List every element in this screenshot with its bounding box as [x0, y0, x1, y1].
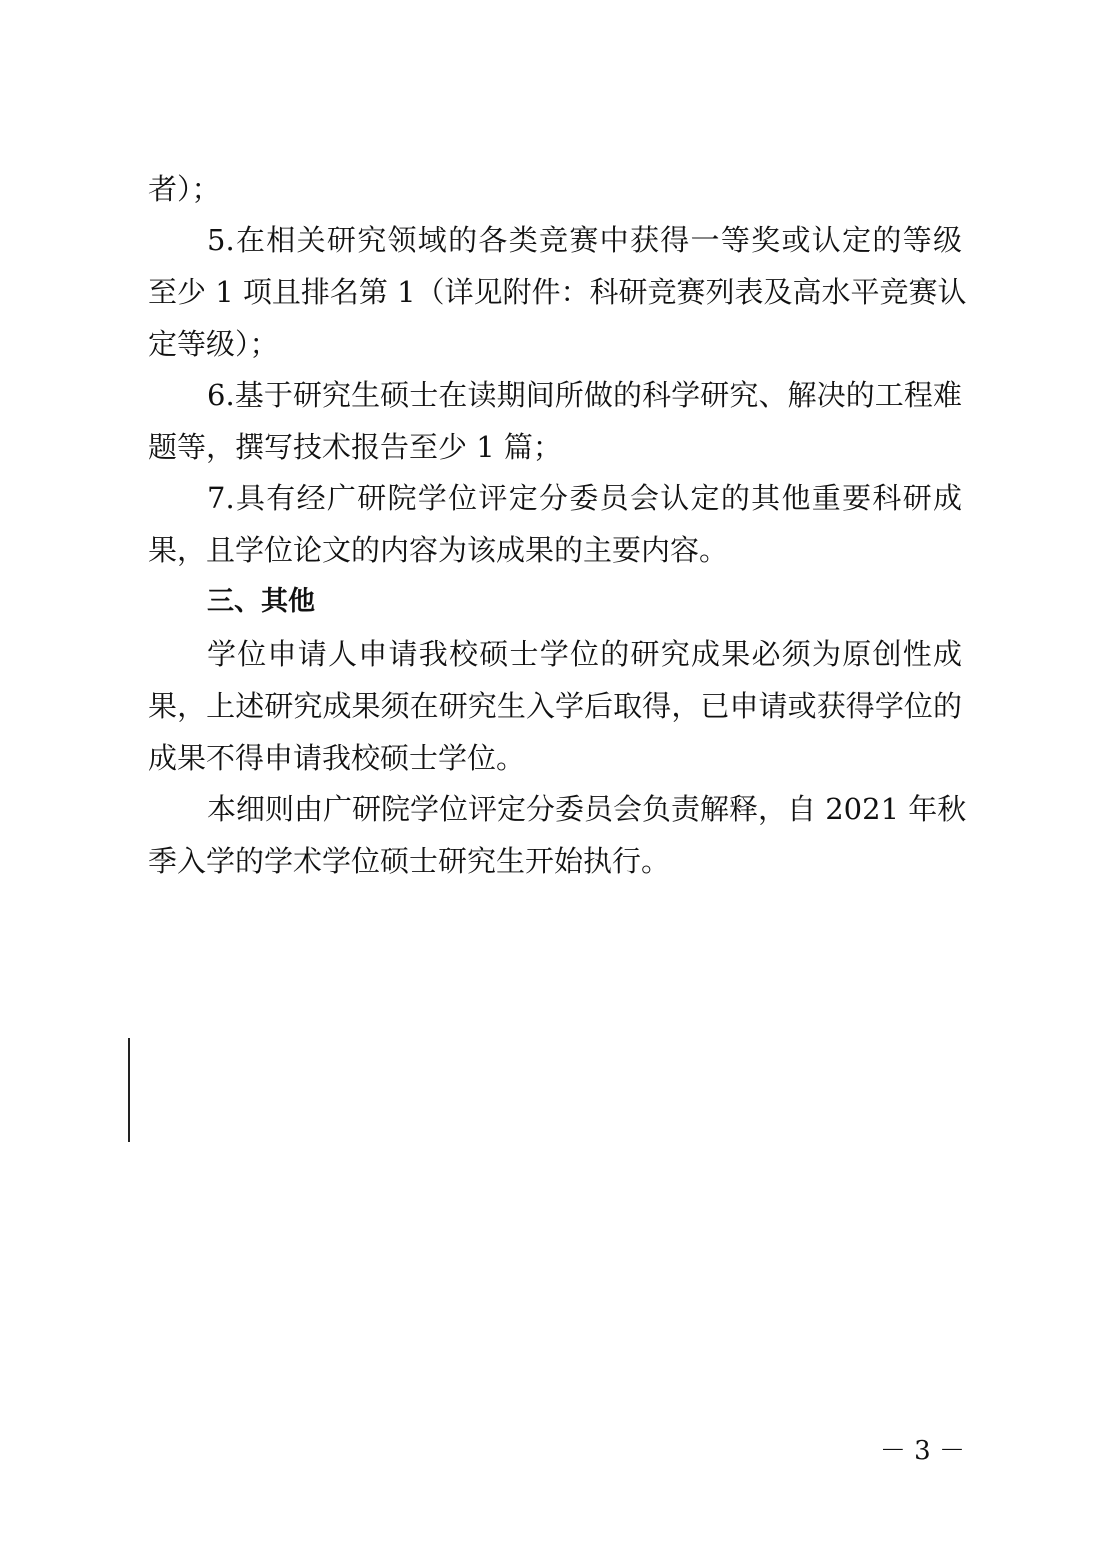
list-item-5-line-3: 定等级）； [148, 327, 279, 361]
paragraph-1-line-1: 学位申请人申请我校硕士学位的研究成果必须为原创性成 [207, 637, 962, 671]
paragraph-2-line-1: 本细则由广研院学位评定分委员会负责解释，自 2021 年秋 [207, 792, 967, 826]
list-item-6-line-2: 题等，撰写技术报告至少 1 篇； [148, 430, 562, 464]
list-item-5-line-2: 至少 1 项且排名第 1（详见附件：科研竞赛列表及高水平竞赛认 [148, 275, 967, 309]
page-number: － 3 － [879, 1436, 965, 1466]
margin-binding-line [128, 1038, 130, 1142]
paragraph-1-line-2: 果，上述研究成果须在研究生入学后取得，已申请或获得学位的 [148, 689, 962, 723]
paragraph-2-line-2: 季入学的学术学位硕士研究生开始执行。 [148, 844, 671, 878]
list-item-7-line-2: 果，且学位论文的内容为该成果的主要内容。 [148, 533, 729, 567]
list-item-5-line-1: 5.在相关研究领域的各类竞赛中获得一等奖或认定的等级 [207, 223, 962, 257]
paragraph-1-line-3: 成果不得申请我校硕士学位。 [148, 741, 526, 775]
section-heading: 三、其他 [207, 586, 315, 617]
list-item-7-line-1: 7.具有经广研院学位评定分委员会认定的其他重要科研成 [207, 481, 962, 515]
body-text-line: 者）； [148, 172, 221, 206]
list-item-6-line-1: 6.基于研究生硕士在读期间所做的科学研究、解决的工程难 [207, 378, 962, 412]
